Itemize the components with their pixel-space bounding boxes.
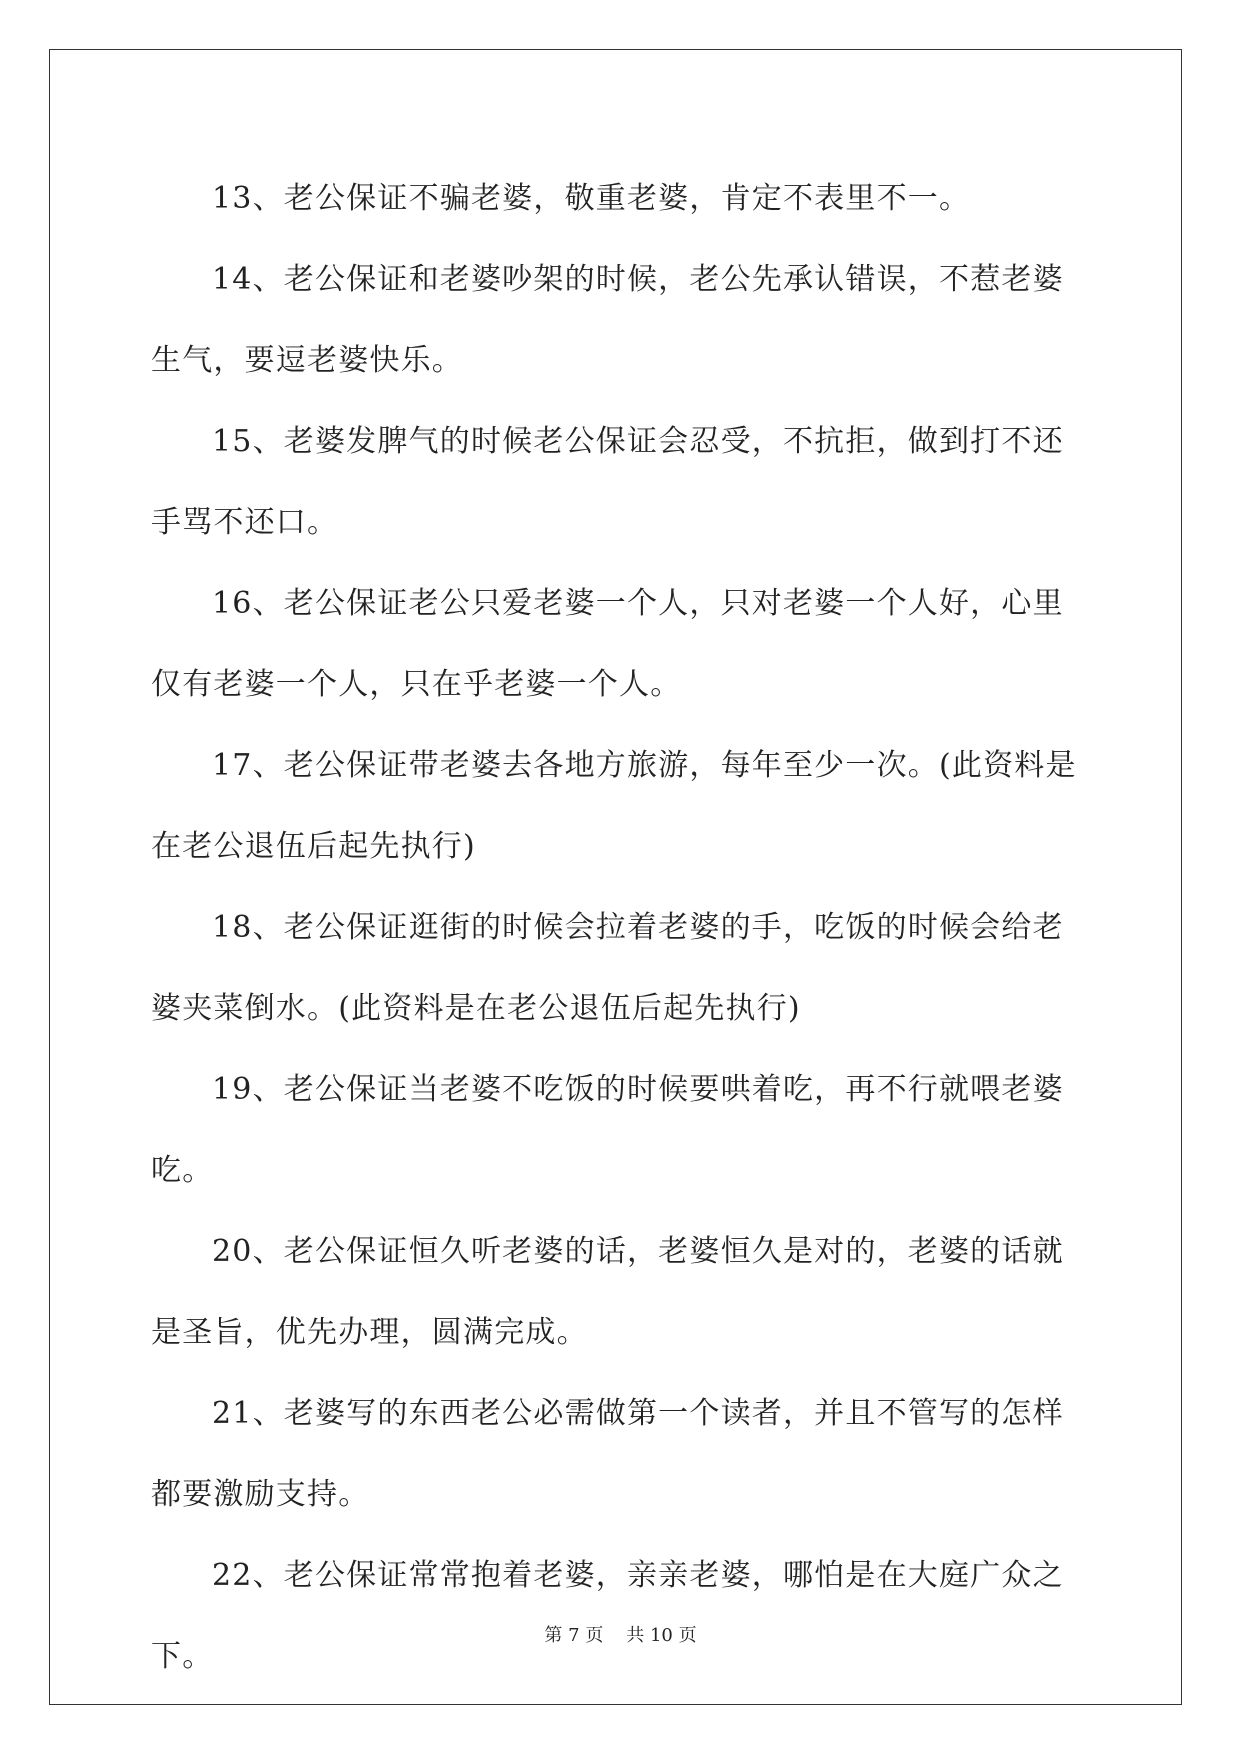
page-footer <box>0 1621 1241 1647</box>
page-number: 第 7 页 <box>544 1625 604 1646</box>
paragraph-15: 15、老婆发脾气的时候老公保证会忍受，不抗拒，做到打不还手骂不还口。 <box>151 424 1064 540</box>
paragraph-20: 20、老公保证恒久听老婆的话，老婆恒久是对的，老婆的话就是圣旨，优先办理，圆满完成。 <box>151 1234 1064 1350</box>
paragraph-14: 14、老公保证和老婆吵架的时候，老公先承认错误，不惹老婆生气，要逗老婆快乐。 <box>151 262 1064 378</box>
paragraph-22: 22、老公保证常常抱着老婆，亲亲老婆，哪怕是在大庭广众之下。 <box>151 1558 1064 1674</box>
document-body <box>151 158 1083 1697</box>
paragraph-13: 13、老公保证不骗老婆，敬重老婆，肯定不表里不一。 <box>212 181 971 216</box>
paragraph-21: 21、老婆写的东西老公必需做第一个读者，并且不管写的怎样都要激励支持。 <box>151 1396 1064 1512</box>
paragraph-17: 17、老公保证带老婆去各地方旅游，每年至少一次。(此资料是在老公退伍后起先执行) <box>151 748 1077 864</box>
paragraph-18: 18、老公保证逛街的时候会拉着老婆的手，吃饭的时候会给老婆夹菜倒水。(此资料是在老公退伍后起先执行) <box>151 910 1064 1026</box>
paragraph-16: 16、老公保证老公只爱老婆一个人，只对老婆一个人好，心里仅有老婆一个人，只在乎老婆一个人。 <box>151 586 1064 702</box>
page-total: 共 10 页 <box>626 1625 697 1646</box>
paragraph-19: 19、老公保证当老婆不吃饭的时候要哄着吃，再不行就喂老婆吃。 <box>151 1072 1064 1188</box>
